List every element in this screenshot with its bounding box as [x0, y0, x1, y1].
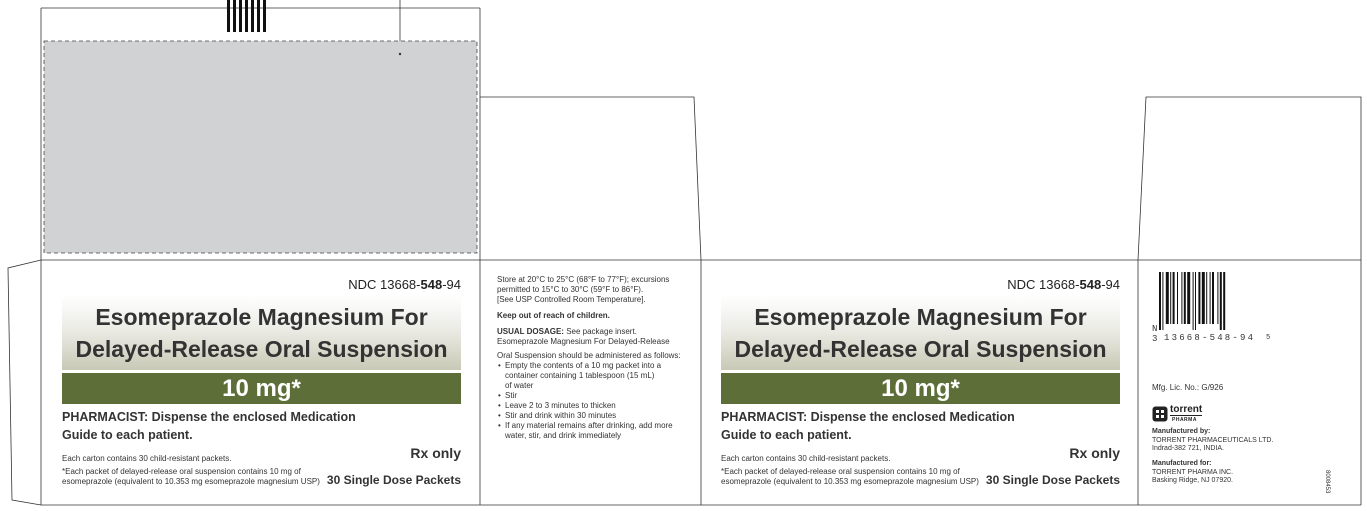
barcode-bar — [1206, 272, 1207, 324]
rx-only: Rx only — [1069, 445, 1120, 461]
dosage-line-2: Esomeprazole Magnesium For Delayed-Release — [497, 337, 670, 346]
barcode-n-label: N — [1152, 324, 1158, 334]
admin-intro: Oral Suspension should be administered as follows: — [497, 351, 681, 360]
barcode-bar — [1173, 272, 1175, 324]
barcode-bar — [1210, 272, 1211, 324]
packet-note: *Each packet of delayed-release oral suspension contains 10 mg of esomeprazole (equivalent to 10.353 mg esomeprazole magnesium USP) — [62, 467, 320, 486]
keep-out-warning: Keep out of reach of children. — [497, 311, 610, 320]
admin-step: • Empty the contents of a 10 mg packet into a container containing 1 tablespoon (15 mL) of water — [505, 361, 697, 391]
packet-note: *Each packet of delayed-release oral suspension contains 10 mg of esomeprazole (equivalent to 10.353 mg esomeprazole magnesium USP) — [721, 467, 979, 486]
ndc-number: NDC 13668-548-94 — [1007, 277, 1120, 292]
barcode-bar — [1212, 272, 1214, 324]
admin-step: • Leave 2 to 3 minutes to thicken — [505, 401, 697, 411]
torrent-logo: torrent PHARMA — [1152, 405, 1222, 427]
barcode-bar — [1223, 272, 1225, 330]
barcode-bar — [1177, 272, 1178, 324]
barcode-digits: 13668-548-94 — [1164, 333, 1256, 343]
storage-line-1: Store at 20°C to 25°C (68°F to 77°F); excursions — [497, 275, 670, 284]
rx-only: Rx only — [410, 445, 461, 461]
carton-note: Each carton contains 30 child-resistant packets. — [62, 454, 232, 463]
barcode-bar — [1187, 272, 1190, 324]
storage-line-3: [See USP Controlled Room Temperature]. — [497, 295, 646, 304]
mfg-license: Mfg. Lic. No.: G/926 — [1152, 383, 1224, 392]
pharmacist-instruction: PHARMACIST: Dispense the enclosed Medication Guide to each patient. — [721, 410, 1015, 442]
ndc-number: NDC 13668-548-94 — [348, 277, 461, 292]
usual-dosage: USUAL DOSAGE: See package insert. — [497, 327, 637, 336]
product-title: Esomeprazole Magnesium For Delayed-Release Oral Suspension — [62, 295, 461, 370]
barcode-bar — [1193, 272, 1194, 330]
storage-line-2: permitted to 15°C to 30°C (59°F to 86°F). — [497, 285, 644, 294]
pharmacist-instruction: PHARMACIST: Dispense the enclosed Medication Guide to each patient. — [62, 410, 356, 442]
packet-count: 30 Single Dose Packets — [985, 473, 1120, 487]
barcode-bar — [1220, 272, 1222, 330]
window-panel — [44, 41, 477, 253]
carton-note: Each carton contains 30 child-resistant packets. — [721, 454, 891, 463]
barcode-bar — [1202, 272, 1205, 324]
upc-barcode — [1157, 272, 1247, 338]
barcode-left-digit: 3 — [1152, 334, 1158, 344]
barcode-bar — [1181, 272, 1182, 324]
barcode-bar — [1170, 272, 1171, 324]
admin-step: • If any material remains after drinking, add more water, stir, and drink immediately — [505, 421, 697, 441]
barcode-bar — [1217, 272, 1218, 324]
side-panel-text — [497, 275, 697, 441]
dose-strength: 10 mg* — [721, 373, 1120, 404]
admin-step: • Stir and drink within 30 minutes — [505, 411, 697, 421]
admin-step: • Stir — [505, 391, 697, 401]
manufactured-for: Manufactured for: TORRENT PHARMA INC. Basking Ridge, NJ 07920. — [1152, 460, 1234, 484]
barcode-bar — [1184, 272, 1186, 324]
dose-strength: 10 mg* — [62, 373, 461, 404]
packet-count: 30 Single Dose Packets — [326, 473, 461, 487]
barcode-bar — [1198, 272, 1200, 324]
top-barcode-stub — [227, 0, 266, 32]
barcode-bar — [1166, 272, 1169, 324]
item-code: 8008453 — [1324, 470, 1330, 494]
barcode-right-digit: 5 — [1266, 334, 1271, 342]
product-title: Esomeprazole Magnesium For Delayed-Release Oral Suspension — [721, 295, 1120, 370]
manufactured-by: Manufactured by: TORRENT PHARMACEUTICALS LTD. Indrad-382 721, INDIA. — [1152, 428, 1274, 452]
admin-steps — [497, 361, 697, 441]
barcode-bar — [1159, 272, 1161, 330]
barcode-bar — [1195, 272, 1196, 330]
torrent-logo-icon — [1152, 406, 1168, 422]
barcode-bar — [1162, 272, 1163, 330]
